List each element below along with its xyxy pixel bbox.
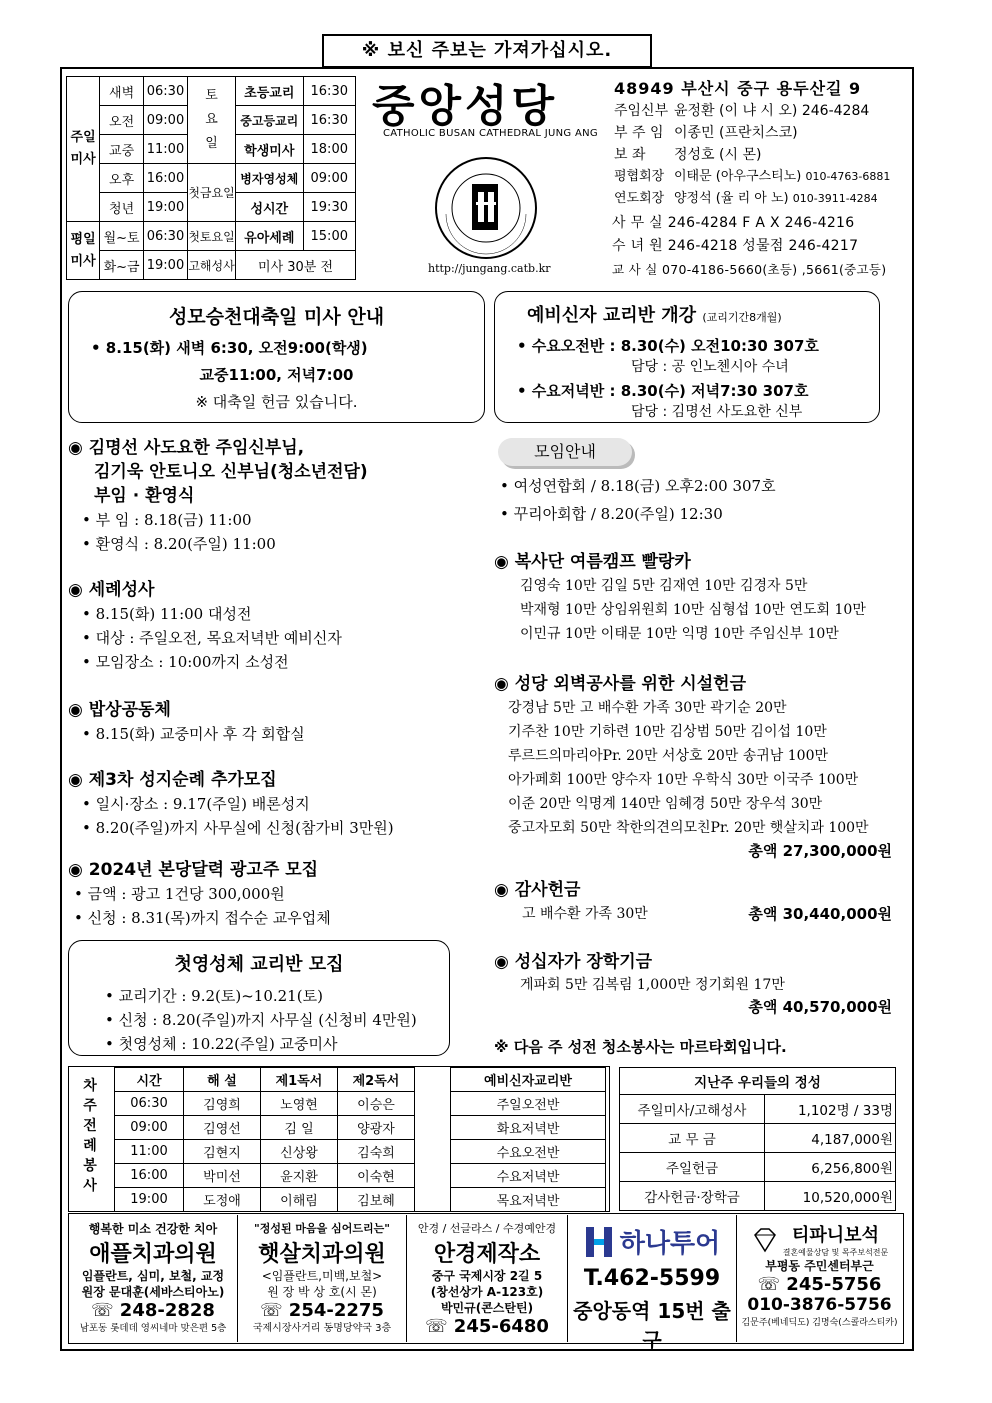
cell: 교 무 금 — [620, 1124, 765, 1153]
table-row — [620, 1124, 896, 1153]
ad-line: 중앙동역 15번 출구 — [573, 1299, 731, 1352]
section-title: ◉ 밥상공동체 — [68, 700, 171, 720]
confession-label: 고해성사 — [187, 251, 235, 280]
ad-line: 원장 문대훈(세바스티아노) — [81, 1285, 225, 1299]
ad-name: 애플치과의원 — [89, 1242, 217, 1267]
staff-row — [614, 188, 906, 210]
column-header: 예비신자교리반 — [451, 1068, 606, 1092]
donor-line: 박재형 10만 상임위원회 10만 심형섭 10만 연도회 10만 — [520, 602, 866, 618]
confession-value: 미사 30분 전 — [236, 251, 356, 280]
priest-welcome-section — [68, 436, 488, 556]
staff-role: 평협회장 — [614, 169, 665, 184]
mass-name: 초등교리 — [236, 77, 303, 106]
staff-phone: 010-3911-4284 — [792, 192, 878, 205]
section-item: • 8.20(주일)까지 사무실에 신청(참가비 3만원) — [82, 819, 394, 837]
cell: 주일미사/고해성사 — [620, 1095, 765, 1124]
staff-row — [614, 166, 906, 188]
staff-name: 이태문 (아우구스티노) — [674, 169, 802, 184]
ad-line: 국제시장사거리 동명당약국 3층 — [252, 1323, 392, 1334]
donor-line: 고 배수환 가족 30만 — [522, 906, 648, 922]
calendar-ad-section — [68, 858, 488, 930]
scholarship-section — [494, 950, 904, 1017]
catechumen-title-text: 예비신자 교리반 개강 — [527, 305, 697, 326]
catechumen-class-box — [494, 291, 880, 423]
section-title: ◉ 2024년 본당달력 광고주 모집 — [68, 860, 319, 880]
staff-role: 연도회장 — [614, 191, 665, 206]
ad-apple-dental — [69, 1215, 238, 1342]
donor-line: 김영숙 10만 김일 5만 김재연 10만 김경자 5만 — [520, 578, 808, 594]
ad-line: 중구 국제시장 2길 5 — [431, 1269, 543, 1283]
ad-tagline: "정성된 마음을 심어드리는" — [253, 1222, 390, 1235]
cell: 화요저녁반 — [451, 1116, 606, 1140]
mass-schedule-table — [66, 76, 356, 280]
mass-name: 병자영성체 — [236, 164, 303, 193]
cell: 06:30 — [115, 1092, 184, 1116]
ad-line: 남포동 롯데데 영씨네마 맞은편 5층 — [79, 1323, 227, 1334]
section-item: • 일시·장소 : 9.17(주일) 배론성지 — [82, 795, 310, 813]
cell: 19:00 — [115, 1188, 184, 1212]
cell: 김현지 — [184, 1140, 261, 1164]
section-title: ◉ 성당 외벽공사를 위한 시설헌금 — [494, 674, 746, 694]
meetings-list — [500, 474, 900, 526]
first-communion-item: • 첫영성체 : 10.22(주일) 교중미사 — [105, 1035, 338, 1053]
ad-line: 원 장 박 상 호(시 몬) — [267, 1285, 377, 1299]
section-title: ◉ 세례성사 — [68, 580, 155, 600]
donation-total: 총액 40,570,000원 — [748, 998, 892, 1016]
offerings-table — [619, 1067, 896, 1211]
cell: 노영현 — [261, 1092, 338, 1116]
first-saturday-label: 첫토요일 — [187, 222, 235, 251]
mass-name: 성시간 — [236, 193, 303, 222]
take-bulletin-notice: ※ 보신 주보는 가져가십시오. — [322, 34, 652, 68]
ad-tagline: 행복한 미소 건강한 치아 — [88, 1222, 218, 1236]
ad-phone: ☏ 248-2828 — [91, 1300, 215, 1321]
section-title: ◉ 김명선 사도요한 주임신부님, — [68, 438, 305, 458]
cell: 이승은 — [338, 1092, 415, 1116]
pilgrimage-section — [68, 768, 488, 840]
contact-list — [612, 212, 908, 281]
meeting-item: • 꾸리아회합 / 8.20(주일) 12:30 — [500, 505, 723, 523]
column-header: 제2독서 — [338, 1068, 415, 1092]
cell: 김영선 — [184, 1116, 261, 1140]
church-address: 48949 부산시 중구 용두산길 9 — [614, 79, 862, 98]
column-header: 제1독서 — [261, 1068, 338, 1092]
ad-hanatour-logo — [568, 1223, 736, 1260]
mass-time: 15:00 — [303, 222, 356, 251]
donor-line: 중고자모회 50만 착한의견의모친Pr. 20만 햇살치과 100만 — [508, 820, 869, 836]
cell: 김 일 — [261, 1116, 338, 1140]
mass-name: 학생미사 — [236, 135, 303, 164]
section-title: ◉ 복사단 여름캠프 빨랑카 — [494, 552, 691, 572]
cell: 윤지환 — [261, 1164, 338, 1188]
sunday-mass-label: 주일 미사 — [67, 77, 100, 222]
cell: 도정애 — [184, 1188, 261, 1212]
facility-donation-section — [494, 672, 904, 861]
staff-name: 윤정환 (이 냐 시 오) — [674, 103, 798, 119]
cell: 김숙희 — [338, 1140, 415, 1164]
ad-name: 티파니보석 — [792, 1225, 879, 1246]
section-item: • 대상 : 주일오전, 목요저녁반 예비신자 — [82, 629, 342, 647]
staff-role: 주임신부 — [614, 103, 669, 119]
mass-time: 16:00 — [144, 164, 188, 193]
cell: 주일오전반 — [451, 1092, 606, 1116]
cell: 16:00 — [115, 1164, 184, 1188]
staff-name: 정성호 (시 몬) — [674, 147, 762, 163]
cell: 이숙현 — [338, 1164, 415, 1188]
mass-name: 오전 — [100, 106, 144, 135]
assumption-line: 교중11:00, 저녁7:00 — [199, 366, 354, 384]
church-seal-logo — [432, 154, 540, 262]
table-row — [115, 1164, 415, 1188]
donor-line: 기주찬 10만 기하련 10만 김상범 50만 김이섭 10만 — [508, 724, 827, 740]
cell: 수요저녁반 — [451, 1164, 606, 1188]
ad-tagline: 안경 / 선글라스 / 수경예안경 — [417, 1222, 557, 1235]
mass-name: 월~토 — [100, 222, 144, 251]
mass-time: 16:30 — [303, 77, 356, 106]
catechumen-title-note: (교리기간8개월) — [702, 311, 782, 324]
cell: 1,102명 / 33명 — [765, 1095, 896, 1124]
staff-row — [614, 144, 906, 166]
section-title: 김기욱 안토니오 신부님(청소년전담) — [94, 462, 368, 482]
staff-name: 이종민 (프란치스코) — [674, 125, 798, 141]
staff-phone: 010-4763-6881 — [805, 170, 891, 183]
church-url-link[interactable]: http://jungang.catb.kr — [428, 262, 551, 275]
cell: 6,256,800원 — [765, 1153, 896, 1182]
mass-time: 09:00 — [303, 164, 356, 193]
thanks-donation-section — [494, 878, 904, 926]
catechumen-line: 담당 : 김명선 사도요한 신부 — [631, 404, 803, 420]
assumption-line: • 8.15(화) 새벽 6:30, 오전9:00(학생) — [91, 339, 368, 357]
ad-phone: T.462-5599 — [583, 1266, 721, 1291]
ad-optical — [407, 1215, 568, 1342]
ad-phone: 010-3876-5756 — [747, 1295, 892, 1315]
staff-role: 보 좌 — [614, 147, 646, 163]
contact-line: 수 녀 원 246-4218 성물점 246-4217 — [612, 238, 859, 254]
table-row — [115, 1188, 415, 1212]
section-item: • 모임장소 : 10:00까지 소성전 — [82, 653, 289, 671]
hanatour-logo-icon — [584, 1225, 614, 1259]
table-row — [620, 1095, 896, 1124]
meeting-item: • 여성연합회 / 8.18(금) 오후2:00 307호 — [500, 477, 776, 495]
assumption-title: 성모승천대축일 미사 안내 — [168, 306, 385, 328]
column-header: 시간 — [115, 1068, 184, 1092]
mass-name: 중고등교리 — [236, 106, 303, 135]
catechumen-line: 담당 : 공 인노첸시아 수녀 — [631, 359, 789, 375]
mass-time: 11:00 — [144, 135, 188, 164]
section-item: • 8.15(화) 교중미사 후 각 회합실 — [82, 725, 305, 743]
section-item: • 환영식 : 8.20(주일) 11:00 — [82, 535, 276, 553]
offerings-header: 지난주 우리들의 정성 — [620, 1068, 896, 1095]
thanks-row — [522, 902, 892, 926]
saturday-label: 토 요 일 — [187, 77, 235, 164]
ad-phone: ☏ 254-2275 — [260, 1300, 384, 1321]
first-communion-item: • 교리기간 : 9.2(토)~10.21(토) — [105, 987, 323, 1005]
staff-phone: 246-4284 — [801, 103, 870, 119]
ad-sunshine-dental — [238, 1215, 407, 1342]
weekday-mass-label: 평일 미사 — [67, 222, 100, 280]
catechumen-line: • 수요저녁반 : 8.30(수) 저녁7:30 307호 — [517, 382, 809, 400]
ad-line: 부평동 주민센터부근 — [765, 1259, 874, 1273]
ad-line: <임플란트,미백,보철> — [261, 1269, 383, 1283]
ad-tiffany-jewelry — [737, 1215, 902, 1342]
mass-time: 16:30 — [303, 106, 356, 135]
altar-camp-section — [494, 550, 904, 646]
ad-phone: ☏ 245-6480 — [425, 1316, 549, 1337]
liturgy-service-table — [114, 1067, 415, 1212]
section-item: • 신청 : 8.31(목)까지 접수순 교우업체 — [74, 909, 331, 927]
ad-tiffany-header — [737, 1221, 902, 1258]
assumption-note: ※ 대축일 헌금 있습니다. — [195, 393, 358, 411]
mass-name: 유아세례 — [236, 222, 303, 251]
cell: 목요저녁반 — [451, 1188, 606, 1212]
section-title: ◉ 감사헌금 — [494, 880, 581, 900]
cell: 10,520,000원 — [765, 1182, 896, 1211]
mass-time: 19:00 — [144, 193, 188, 222]
cell: 박미선 — [184, 1164, 261, 1188]
church-subtitle: CATHOLIC BUSAN CATHEDRAL JUNG ANG — [383, 128, 598, 139]
diamond-icon — [751, 1227, 779, 1253]
ad-name: 안경제작소 — [433, 1242, 541, 1267]
cell: 양광자 — [338, 1116, 415, 1140]
mass-time: 06:30 — [144, 77, 188, 106]
mass-name: 새벽 — [100, 77, 144, 106]
meal-community-section — [68, 698, 488, 746]
catechumen-class-table — [450, 1067, 606, 1212]
ad-name: 하나투어 — [619, 1229, 721, 1259]
mass-time: 19:30 — [303, 193, 356, 222]
baptism-section — [68, 578, 488, 674]
mass-name: 청년 — [100, 193, 144, 222]
staff-row — [614, 122, 906, 144]
donation-total: 총액 27,300,000원 — [748, 842, 892, 860]
cell: 주일헌금 — [620, 1153, 765, 1182]
staff-list — [614, 100, 906, 210]
cell: 11:00 — [115, 1140, 184, 1164]
table-row — [115, 1140, 415, 1164]
table-row — [620, 1182, 896, 1211]
table-row — [620, 1153, 896, 1182]
mass-time: 09:00 — [144, 106, 188, 135]
donor-line: 루르드의마리아Pr. 20만 서상호 20만 송귀남 100만 — [508, 748, 829, 764]
donation-total: 총액 30,440,000원 — [748, 905, 892, 923]
first-communion-item: • 신청 : 8.20(주일)까지 사무실 (신청비 4만원) — [105, 1011, 417, 1029]
catechumen-line: • 수요오전반 : 8.30(수) 오전10:30 307호 — [517, 337, 819, 355]
cell: 김보혜 — [338, 1188, 415, 1212]
cell: 이해림 — [261, 1188, 338, 1212]
meetings-pill-label: 모임안내 — [498, 438, 632, 466]
ad-line: 김문주(베네딕도) 김명숙(스콜라스티카) — [741, 1318, 898, 1328]
first-communion-box — [68, 940, 450, 1056]
cell: 감사헌금·장학금 — [620, 1182, 765, 1211]
cell: 신상왕 — [261, 1140, 338, 1164]
ad-phone: ☏ 245-5756 — [757, 1274, 882, 1295]
donor-line: 이준 20만 익명계 140만 임혜경 50만 장우석 30만 — [508, 796, 823, 812]
mass-time: 19:00 — [144, 251, 188, 280]
mass-name: 오후 — [100, 164, 144, 193]
staff-name: 양정석 (율 리 아 노) — [674, 191, 789, 206]
donor-line: 강경남 5만 고 배수환 가족 30만 곽기순 20만 — [508, 700, 787, 716]
liturgy-side-label: 차 주 전 례 봉 사 — [83, 1078, 97, 1194]
staff-role: 부 주 임 — [614, 125, 664, 141]
table-row — [115, 1092, 415, 1116]
section-item: • 8.15(화) 11:00 대성전 — [82, 605, 252, 623]
cell: 수요오전반 — [451, 1140, 606, 1164]
assumption-mass-box — [68, 291, 485, 423]
section-title: ◉ 성십자가 장학기금 — [494, 952, 653, 972]
donor-line: 아가페회 100만 양수자 10만 우학식 30만 이국주 100만 — [508, 772, 859, 788]
cleaning-notice: ※ 다음 주 성전 청소봉사는 마르타회입니다. — [494, 1038, 787, 1056]
first-communion-title: 첫영성체 교리반 모집 — [174, 954, 344, 975]
mass-time: 18:00 — [303, 135, 356, 164]
catechumen-title — [527, 301, 879, 327]
section-title: 부임 · 환영식 — [94, 486, 195, 506]
church-name: 중앙성당 — [372, 81, 559, 132]
mass-name: 교중 — [100, 135, 144, 164]
ad-tagline: 결혼예물상담 및 목주보석전문 — [782, 1248, 889, 1257]
cell: 09:00 — [115, 1116, 184, 1140]
staff-row — [614, 100, 906, 122]
section-title: ◉ 제3차 성지순례 추가모집 — [68, 770, 277, 790]
cell: 4,187,000원 — [765, 1124, 896, 1153]
ad-line: (창선상가 A-123호) — [430, 1285, 544, 1299]
contact-line: 사 무 실 246-4284 F A X 246-4216 — [612, 215, 855, 231]
mass-time: 06:30 — [144, 222, 188, 251]
first-friday-label: 첫금요일 — [187, 164, 235, 222]
ad-hanatour — [568, 1215, 737, 1352]
mass-name: 화~금 — [100, 251, 144, 280]
donor-line: 이민규 10만 이태문 10만 익명 10만 주임신부 10만 — [520, 626, 839, 642]
donor-line: 게파회 5만 김복림 1,000만 정기회원 17만 — [520, 977, 785, 993]
ad-line: 임플란트, 심미, 보철, 교정 — [81, 1269, 225, 1283]
ad-line: 박민규(콘스탄틴) — [440, 1301, 534, 1315]
contact-line: 교 사 실 070-4186-5660(초등) ,5661(중고등) — [612, 262, 887, 277]
ad-name: 햇살치과의원 — [258, 1242, 386, 1267]
cell: 김영희 — [184, 1092, 261, 1116]
section-item: • 부 임 : 8.18(금) 11:00 — [82, 511, 252, 529]
section-item: • 금액 : 광고 1건당 300,000원 — [74, 885, 285, 903]
table-row — [115, 1116, 415, 1140]
column-header: 해 설 — [184, 1068, 261, 1092]
